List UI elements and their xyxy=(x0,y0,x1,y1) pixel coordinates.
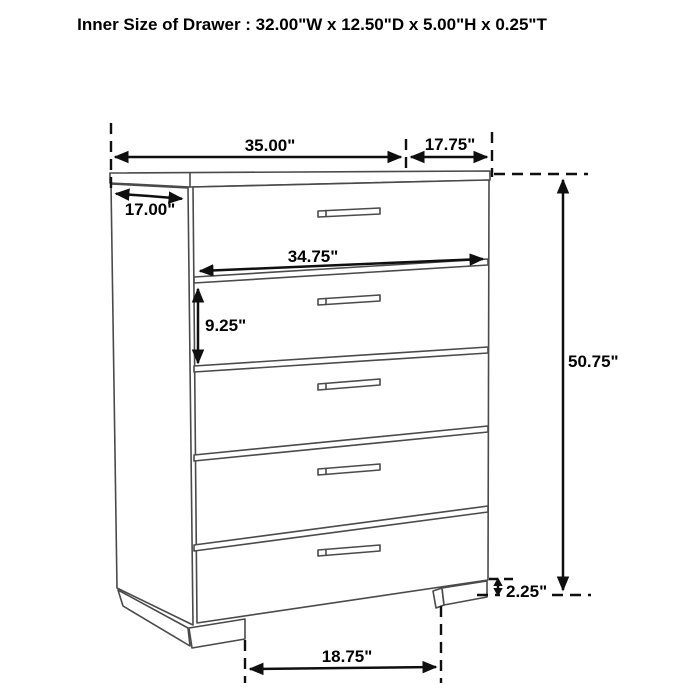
dim-side-depth xyxy=(116,194,182,219)
dim-side-depth-label: 17.00" xyxy=(124,200,176,219)
chest-drawing xyxy=(110,171,490,648)
dim-top-width-label: 35.00" xyxy=(244,136,296,155)
arrow-down-head xyxy=(493,588,502,597)
dim-top-depth-label: 17.75" xyxy=(424,135,476,154)
side-panel xyxy=(111,184,193,625)
dim-foot-gap xyxy=(245,606,441,683)
dim-top-width xyxy=(111,123,406,190)
dim-foot-height-label: 2.25" xyxy=(506,582,548,601)
dim-overall-height-label: 50.75" xyxy=(568,352,619,371)
dim-drawer-width-label: 34.75" xyxy=(287,247,339,266)
dim-foot-gap-label: 18.75" xyxy=(321,647,373,666)
dim-top-depth xyxy=(411,132,492,177)
arrow-right xyxy=(149,196,182,199)
diagram-title: Inner Size of Drawer : 32.00"W x 12.50"D x 5.00"H x 0.25"T xyxy=(77,15,547,34)
dim-overall-height xyxy=(477,174,619,595)
dim-foot-height xyxy=(489,578,547,602)
arrow-left xyxy=(116,194,149,196)
dim-drawer-height-label: 9.25" xyxy=(205,316,247,335)
front-face xyxy=(193,180,489,623)
arrow-right xyxy=(343,667,436,668)
arrow-left xyxy=(250,668,343,669)
